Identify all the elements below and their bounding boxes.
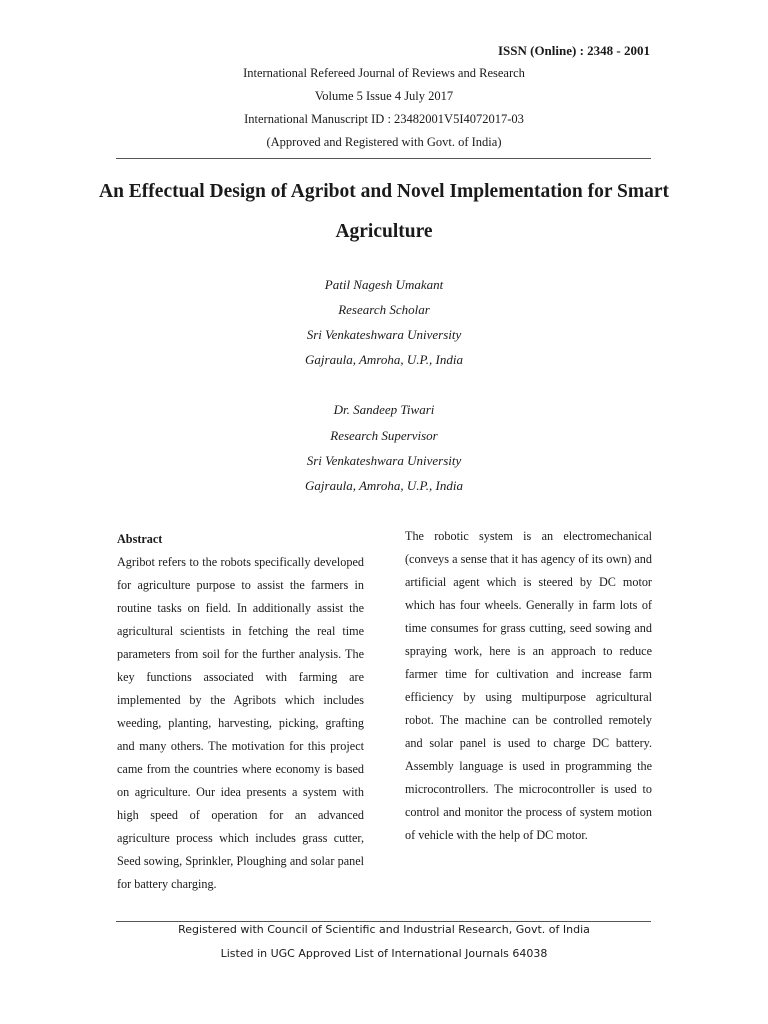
volume-info: Volume 5 Issue 4 July 2017 [314,89,454,103]
manuscript-id: International Manuscript ID : 23482001V5I4072017-03 [244,112,524,126]
author-1-location: Gajraula, Amroha, U.P., India [305,352,463,367]
paper-title: An Effectual Design of Agribot and Novel Implementation for Smart Agriculture [99,181,669,242]
abstract-left-column [117,528,364,896]
author-2-name: Dr. Sandeep Tiwari [333,402,435,417]
author-1-role: Research Scholar [338,302,430,317]
issn-label: ISSN (Online) : 2348 - 2001 [497,43,650,58]
abstract-right-text: The robotic system is an electromechanical (conveys a sense that it has agency of its own) and artificial agent which is steered by DC motor which has four wheels. Generally in farm lots of time consumes for grass cutting, seed sowing and spraying work, here is an approach to reduce farmer time for cultivation and increase farm efficiency by using multipurpose agricultural robot. The machine can be controlled remotely and solar panel is used to charge DC battery. Assembly language is used in programming the microcontrollers. The microcontroller is used to control and monitor the process of system motion of vehicle with the help of DC motor. [405,529,652,842]
footer-divider [116,921,651,922]
footer-registration: Registered with Council of Scientific and Industrial Research, Govt. of India [178,923,590,936]
approval-note: (Approved and Registered with Govt. of India) [266,135,502,149]
journal-name: International Refereed Journal of Reviews and Research [243,66,525,80]
author-2-location: Gajraula, Amroha, U.P., India [305,478,463,493]
header-divider [116,158,651,159]
abstract-heading: Abstract [117,532,163,546]
abstract-left-text: Agribot refers to the robots specifically developed for agriculture purpose to assist the farmers in routine tasks on field. In additionally assist the agricultural scientists in fetching the real time parameters from soil for the further analysis. The key functions associated with farming are implemented by the Agribots which includes weeding, planting, harvesting, picking, grafting and many others. The motivation for this project came from the countries where economy is based on agriculture. Our idea presents a system with high speed of operation for an advanced agriculture process which includes grass cutter, Seed sowing, Sprinkler, Ploughing and solar panel for battery charging. [117,555,364,891]
author-1-university: Sri Venkateshwara University [306,327,462,342]
author-2-role: Research Supervisor [330,428,438,443]
author-2-university: Sri Venkateshwara University [306,453,462,468]
author-1-name: Patil Nagesh Umakant [324,277,444,292]
footer-ugc-listing: Listed in UGC Approved List of International Journals 64038 [220,947,548,960]
abstract-right-column [405,525,652,847]
